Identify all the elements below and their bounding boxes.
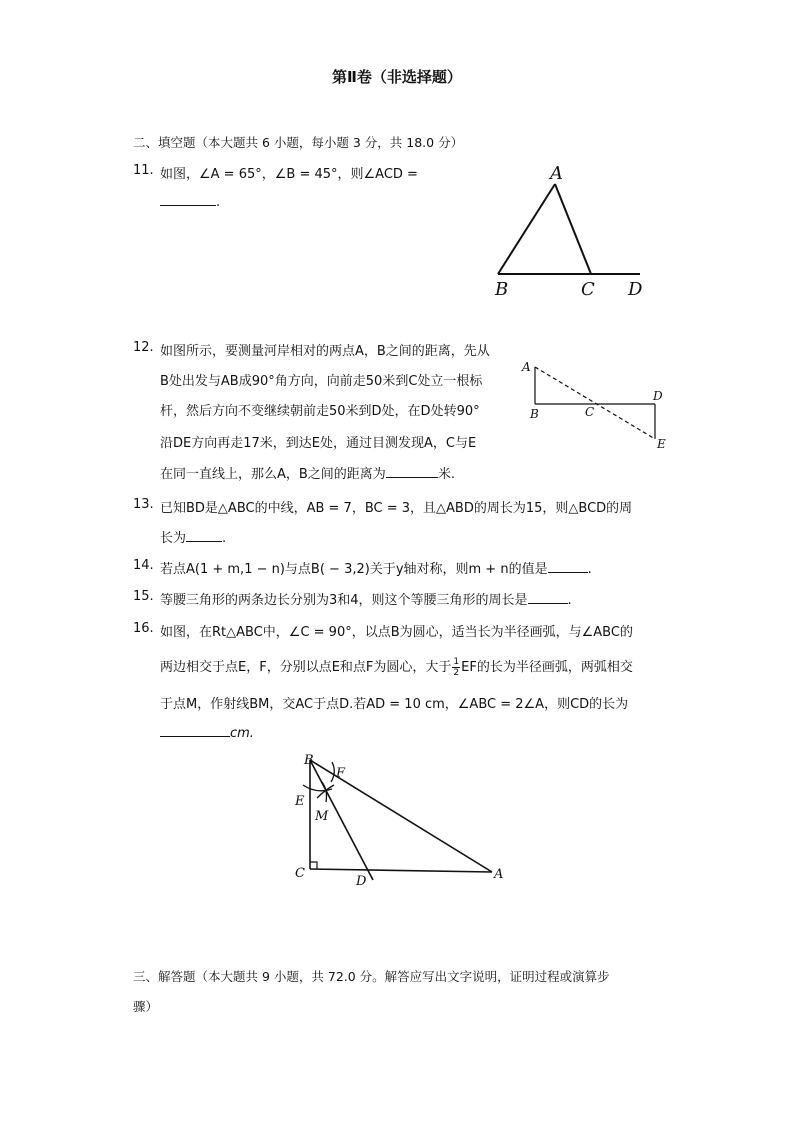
q12-line-1: 如图所示，要测量河岸相对的两点A，B之间的距离，先从 (160, 344, 490, 359)
label-A: A (550, 163, 563, 184)
page-title: 第Ⅱ卷（非选择题） (332, 68, 462, 86)
q13-line-2: 长为 . (160, 531, 227, 546)
q16-figure (290, 750, 520, 890)
label-B: B (304, 753, 314, 768)
q12-line-5: 在同一直线上，那么A，B之间的距离为 米. (160, 467, 455, 482)
label-D: D (653, 389, 663, 403)
answer-blank[interactable] (386, 465, 438, 478)
q11-text: 如图，∠A = 65°，∠B = 45°，则∠ACD = (160, 167, 418, 182)
section-2-heading: 二、填空题（本大题共 6 小题，每小题 3 分，共 18.0 分） (133, 135, 464, 150)
q12-line-2: B处出发与AB成90°角方向，向前走50米到C处立一根标 (160, 374, 483, 389)
q13-line-1: 已知BD是△ABC的中线，AB = 7，BC = 3，且△ABD的周长为15，则△BCD的周 (160, 501, 633, 516)
q16-line-1: 如图，在Rt△ABC中，∠C = 90°，以点B为圆心，适当长为半径画弧，与∠ABC的 (160, 625, 633, 640)
section-3-heading-line-1: 三、解答题（本大题共 9 小题，共 72.0 分。解答应写出文字说明，证明过程或演算步 (133, 969, 610, 984)
q14-text: 若点A(1 + m,1 − n)与点B( − 3,2)关于y轴对称，则m + n的值是 . (160, 562, 592, 577)
q14-number: 14. (133, 558, 154, 573)
label-B: B (530, 407, 539, 421)
label-E: E (295, 794, 305, 809)
q15-text: 等腰三角形的两条边长分别为3和4，则这个等腰三角形的周长是 . (160, 593, 572, 608)
label-F: F (336, 766, 346, 781)
q12-figure (520, 355, 680, 455)
label-D: D (628, 279, 643, 300)
section-3-heading-line-2: 骤） (133, 999, 159, 1014)
q16-line-4: cm. (160, 724, 254, 741)
q12-line-3: 杆，然后方向不变继续朝前走50米到D处，在D处转90° (160, 404, 480, 419)
q15-number: 15. (133, 589, 154, 604)
q16-line-2: 两边相交于点E，F，分别以点E和点F为圆心，大于 $\frac{1}{2}$ EF的长为半径画弧，两弧相交 (160, 657, 633, 678)
answer-blank[interactable] (528, 591, 568, 604)
answer-blank[interactable] (548, 560, 588, 573)
fraction-one-half: $\frac{1}{2}$ (453, 657, 460, 678)
q11-answer-line: . (160, 193, 220, 210)
label-C: C (295, 866, 305, 881)
label-C: C (585, 405, 595, 419)
q11-number: 11. (133, 163, 154, 178)
q16-line-3: 于点M，作射线BM，交AC于点D.若AD = 10 cm，∠ABC = 2∠A，则CD的长为 (160, 697, 629, 712)
label-M: M (315, 809, 329, 824)
label-E: E (657, 437, 666, 451)
answer-blank[interactable] (160, 193, 216, 206)
label-A: A (494, 867, 504, 882)
q12-number: 12. (133, 340, 154, 355)
q16-number: 16. (133, 621, 154, 636)
answer-blank[interactable] (186, 529, 222, 542)
q11-figure (488, 160, 658, 300)
q12-line-4: 沿DE方向再走17米，到达E处，通过目测发现A，C与E (160, 436, 477, 451)
label-B: B (495, 279, 509, 300)
q13-number: 13. (133, 497, 154, 512)
label-D: D (356, 874, 367, 889)
answer-blank[interactable] (160, 724, 230, 737)
label-A: A (522, 360, 531, 374)
label-C: C (581, 279, 595, 300)
